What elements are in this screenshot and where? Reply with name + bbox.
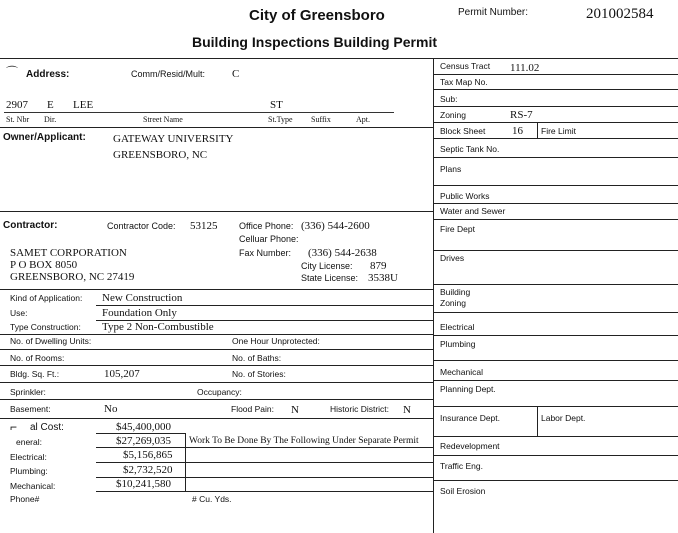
comm-resid-label: Comm/Resid/Mult: — [131, 69, 206, 79]
separate-permit-note: Work To Be Done By The Following Under Separate Permit — [189, 436, 419, 446]
building-label: Building — [440, 287, 471, 297]
mechanical-divider — [433, 380, 678, 381]
city-title: City of Greensboro — [249, 7, 385, 24]
top-rule — [0, 58, 678, 59]
col-st-nbr: St. Nbr — [6, 115, 30, 124]
plumbing-cost-label: Plumbing: — [10, 466, 48, 476]
sqft-label: Bldg. Sq. Ft.: — [10, 369, 60, 379]
sub-divider — [433, 106, 678, 107]
mechanical-cost-value: $10,241,580 — [116, 478, 171, 490]
type-label: Type Construction: — [10, 322, 81, 332]
fire-limit-label: Fire Limit — [541, 126, 576, 136]
census-label: Census Tract — [440, 61, 491, 71]
traffic-divider — [433, 480, 678, 481]
contractor-address2: GREENSBORO, NC 27419 — [10, 271, 135, 283]
contractor-label: Contractor: — [3, 220, 58, 231]
basement-label: Basement: — [10, 404, 51, 414]
col-street-name: Street Name — [143, 115, 183, 124]
block-divider — [433, 138, 678, 139]
census-divider — [433, 74, 678, 75]
office-phone-label: Office Phone: — [239, 221, 294, 231]
sub-label: Sub: — [440, 94, 458, 104]
planning-label: Planning Dept. — [440, 384, 496, 394]
flood-label: Flood Pain: — [231, 404, 274, 414]
baths-label: No. of Baths: — [232, 353, 282, 363]
mechanical-underline — [96, 491, 433, 492]
sqft-divider — [0, 382, 433, 383]
tax-map-label: Tax Map No. — [440, 77, 488, 87]
fire-limit-divider — [537, 122, 538, 138]
state-license: 3538U — [368, 272, 398, 284]
col-apt: Apt. — [356, 115, 370, 124]
electrical-cost-label: Electrical: — [10, 452, 47, 462]
general-label: eneral: — [16, 437, 42, 447]
basement-divider — [0, 418, 433, 419]
street-underline — [4, 112, 394, 113]
contractor-code: 53125 — [190, 220, 218, 232]
water-sewer-divider — [433, 219, 678, 220]
office-phone: (336) 544-2600 — [301, 220, 370, 232]
street-name: LEE — [73, 99, 94, 111]
state-license-label: State License: — [301, 273, 359, 283]
general-value: $27,269,035 — [116, 435, 171, 447]
use-value: Foundation Only — [102, 307, 177, 319]
permit-number-label: Permit Number: — [458, 7, 529, 18]
contractor-name: SAMET CORPORATION — [10, 247, 127, 259]
owner-divider — [0, 211, 433, 212]
stories-label: No. of Stories: — [232, 369, 286, 379]
occupancy-label: Occupancy: — [197, 387, 242, 397]
drives-label: Drives — [440, 253, 465, 263]
street-type: ST — [270, 99, 283, 111]
col-suffix: Suffix — [311, 115, 331, 124]
zoning2-label: Zoning — [440, 298, 466, 308]
septic-divider — [433, 157, 678, 158]
owner-label: Owner/Applicant: — [3, 132, 86, 143]
dwelling-label: No. of Dwelling Units: — [10, 336, 92, 346]
mechanical-cost-label: Mechanical: — [10, 481, 56, 491]
electrical-dept-label: Electrical — [440, 322, 475, 332]
plans-label: Plans — [440, 164, 462, 174]
address-label: Address: — [26, 69, 70, 80]
street-number: 2907 — [6, 99, 28, 111]
rooms-divider — [0, 365, 433, 366]
building-divider — [433, 312, 678, 313]
block-sheet-value: 16 — [512, 125, 523, 137]
public-works-label: Public Works — [440, 191, 490, 201]
electrical-divider — [433, 335, 678, 336]
cu-yds-label: # Cu. Yds. — [192, 494, 232, 504]
sprinkler-label: Sprinkler: — [10, 387, 46, 397]
scan-mark-icon: ⌐ — [10, 420, 18, 434]
type-divider — [0, 334, 433, 335]
redevelopment-label: Redevelopment — [440, 441, 500, 451]
water-sewer-label: Water and Sewer — [440, 206, 506, 216]
page-title: Building Inspections Building Permit — [192, 34, 438, 50]
historic-label: Historic District: — [330, 404, 390, 414]
col-dir: Dir. — [44, 115, 57, 124]
zoning-label: Zoning — [440, 110, 466, 120]
fire-dept-label: Fire Dept — [440, 224, 475, 234]
type-value: Type 2 Non-Combustible — [102, 321, 214, 333]
plumbing-dept-label: Plumbing — [440, 339, 476, 349]
insurance-label: Insurance Dept. — [440, 413, 501, 423]
kind-underline — [96, 305, 433, 306]
owner-city: GREENSBORO, NC — [113, 149, 208, 161]
plans-divider — [433, 185, 678, 186]
city-license: 879 — [370, 260, 387, 272]
redevelopment-divider — [433, 455, 678, 456]
total-underline — [96, 433, 186, 434]
phone-label: Phone# — [10, 494, 40, 504]
col-st-type: St.Type — [268, 115, 293, 124]
address-mark-icon: ⌒ — [6, 65, 19, 79]
city-license-label: City License: — [301, 261, 353, 271]
labor-divider — [537, 406, 538, 436]
total-cost-label: al Cost: — [30, 422, 64, 433]
drives-divider — [433, 284, 678, 285]
basement-value: No — [104, 403, 118, 415]
plumbing-cost-value: $2,732,520 — [123, 464, 173, 476]
historic-value: N — [403, 404, 411, 416]
labor-label: Labor Dept. — [541, 413, 586, 423]
fax-label: Fax Number: — [239, 248, 292, 258]
one-hour-label: One Hour Unprotected: — [232, 336, 320, 346]
soil-erosion-label: Soil Erosion — [440, 486, 486, 496]
zoning-value: RS-7 — [510, 109, 533, 121]
flood-value: N — [291, 404, 299, 416]
electrical-cost-value: $5,156,865 — [123, 449, 173, 461]
address-divider — [0, 127, 433, 128]
cost-column-divider — [185, 433, 186, 491]
rooms-label: No. of Rooms: — [10, 353, 65, 363]
insurance-divider — [433, 436, 678, 437]
dwelling-divider — [0, 349, 433, 350]
owner-name: GATEWAY UNIVERSITY — [113, 133, 234, 145]
comm-resid-value: C — [232, 68, 240, 80]
right-column-divider — [433, 58, 434, 533]
fire-dept-divider — [433, 250, 678, 251]
block-sheet-label: Block Sheet — [440, 126, 486, 136]
sqft-value: 105,207 — [104, 368, 140, 380]
permit-number: 201002584 — [586, 6, 654, 22]
electrical-underline — [96, 462, 433, 463]
kind-label: Kind of Application: — [10, 293, 83, 303]
contractor-address1: P O BOX 8050 — [10, 259, 78, 271]
contractor-code-label: Contractor Code: — [107, 221, 176, 231]
kind-value: New Construction — [102, 292, 183, 304]
use-label: Use: — [10, 308, 28, 318]
plumbing-divider — [433, 360, 678, 361]
fax-number: (336) 544-2638 — [308, 247, 377, 259]
census-value: 111.02 — [510, 62, 540, 74]
public-works-divider — [433, 203, 678, 204]
sprinkler-divider — [0, 399, 433, 400]
total-cost-value: $45,400,000 — [116, 421, 171, 433]
mechanical-dept-label: Mechanical — [440, 367, 483, 377]
septic-label: Septic Tank No. — [440, 144, 500, 154]
zoning-divider — [433, 122, 678, 123]
traffic-label: Traffic Eng. — [440, 461, 483, 471]
contractor-divider — [0, 289, 433, 290]
general-underline — [96, 447, 433, 448]
street-dir: E — [47, 99, 54, 111]
tax-map-divider — [433, 89, 678, 90]
cellular-phone-label: Celluar Phone: — [239, 234, 299, 244]
planning-divider — [433, 406, 678, 407]
